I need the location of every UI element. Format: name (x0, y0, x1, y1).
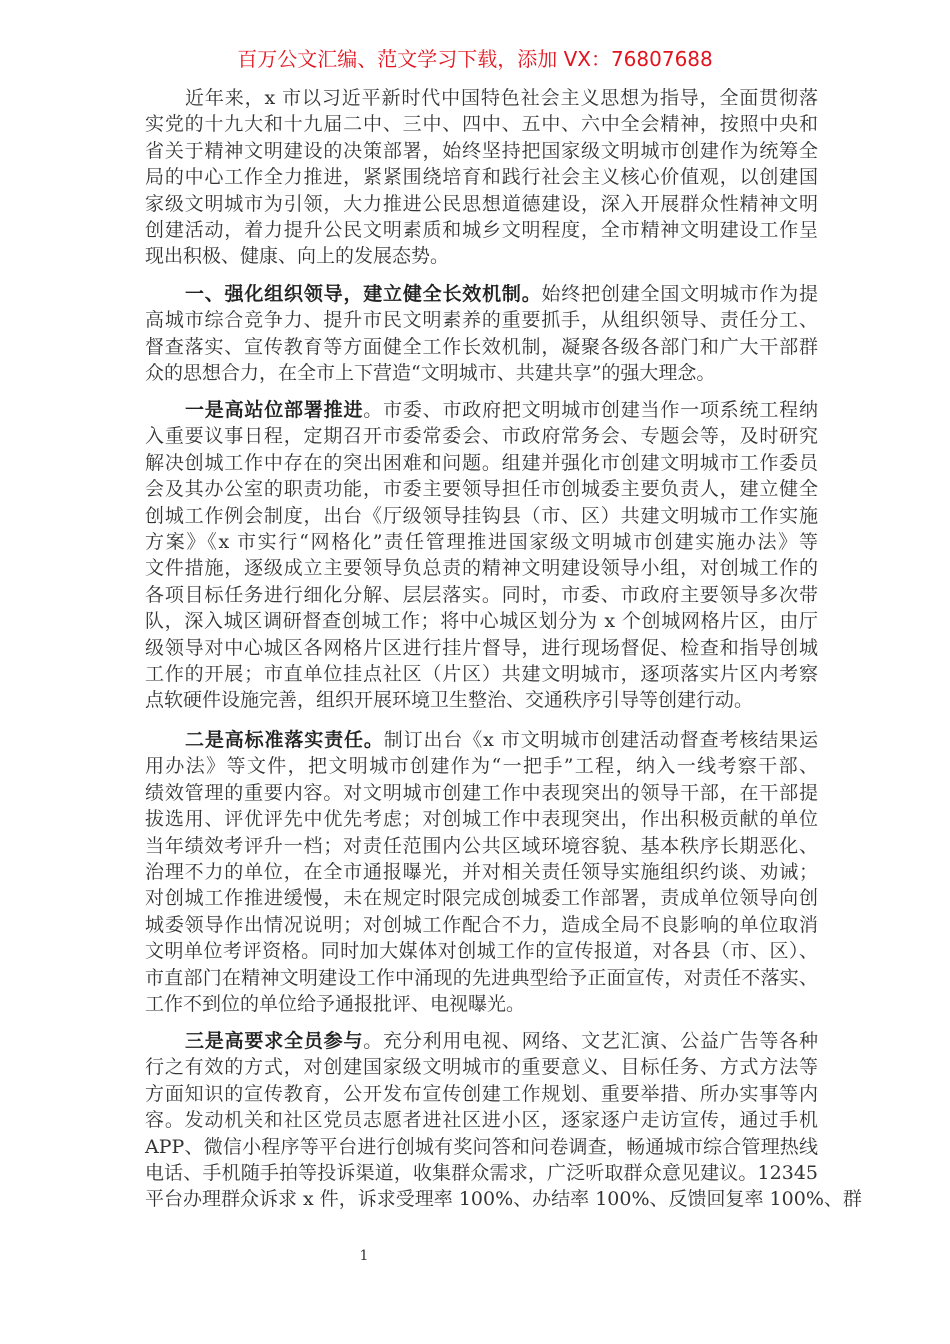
line-text: 始终把创建全国文明城市作为提 (541, 283, 818, 305)
text-line (145, 217, 818, 243)
line-text: 级领导对中心城区各网格片区进行挂片督导，进行现场督促、检查和指导创城 (145, 636, 818, 659)
line-text: 治理不力的单位，在全市通报曝光，并对相关责任领导实施组织约谈、劝诫； (145, 860, 818, 883)
text-line (145, 661, 818, 687)
line-text: APP、微信小程序等平台进行创城有奖问答和问卷调查，畅通城市综合管理热线 (145, 1135, 818, 1158)
text-line (145, 753, 818, 779)
line-text: 电话、手机随手拍等投诉渠道，收集群众需求，广泛听取群众意见建议。12345 (145, 1161, 818, 1184)
text-line (145, 1054, 818, 1080)
line-text: 督查落实、宣传教育等方面健全工作长效机制，凝聚各级各部门和广大干部群 (145, 335, 818, 358)
text-line (145, 687, 818, 713)
text-line (145, 555, 818, 581)
text-line (145, 1134, 818, 1160)
text-line (145, 334, 818, 360)
text-line (145, 529, 818, 555)
paragraph (145, 85, 818, 270)
paragraph-heading: 一是高站位部署推进 (185, 399, 364, 421)
text-line (145, 885, 818, 911)
text-line (145, 1107, 818, 1133)
paragraph-heading: 三是高要求全员参与 (185, 1030, 364, 1052)
line-text: 文件措施，逐级成立主要领导负总责的精神文明建设领导小组，对创城工作的 (145, 557, 818, 580)
line-text: 拔选用、评优评先中优先考虑；对创城工作中表现突出，作出积极贡献的单位 (145, 808, 818, 831)
line-text: 工作的开展；市直单位挂点社区（片区）共建文明城市，逐项落实片区内考察 (145, 662, 818, 685)
line-text: 制订出台《x 市文明城市创建活动督查考核结果运 (383, 729, 818, 751)
text-line (145, 965, 818, 991)
page-number: 1 (359, 1248, 369, 1264)
line-text: 当年绩效考评升一档；对责任范围内公共区域环境容貌、基本秩序长期恶化、 (145, 834, 818, 857)
text-line (145, 635, 818, 661)
line-text: 点软硬件设施完善，组织开展环境卫生整治、交通秩序引导等创建行动。 (145, 689, 754, 712)
line-text: 省关于精神文明建设的决策部署，始终坚持把国家级文明城市创建作为统筹全 (145, 139, 818, 162)
line-text: 方案》《x 市实行“网格化”责任管理推进国家级文明城市创建实施办法》等 (145, 530, 818, 553)
line-text: 高城市综合竞争力、提升市民文明素养的重要抓手，从组织领导、责任分工、 (145, 309, 818, 332)
text-line (145, 582, 818, 608)
text-line (145, 397, 818, 423)
text-line (145, 111, 818, 137)
text-line (145, 1186, 862, 1212)
text-line (145, 1160, 818, 1186)
line-text: 创建活动，着力提升公民文明素质和城乡文明程度，全市精神文明建设工作呈 (145, 218, 818, 241)
text-line (145, 503, 818, 529)
line-text: 工作不到位的单位给予通报批评、电视曝光。 (145, 992, 526, 1015)
line-text: 容。发动机关和社区党员志愿者进社区进小区，逐家逐户走访宣传，通过手机 (145, 1109, 818, 1132)
line-text: 城委领导作出情况说明；对创城工作配合不力，造成全局不良影响的单位取消 (145, 913, 818, 936)
text-line (145, 1028, 818, 1054)
text-line (145, 859, 818, 885)
text-line (145, 806, 818, 832)
paragraph (145, 727, 818, 1017)
line-text: 创城工作例会制度，出台《厅级领导挂钩县（市、区）共建文明城市工作实施 (145, 504, 818, 527)
paragraph (145, 1028, 862, 1213)
line-text: 行之有效的方式，对创建国家级文明城市的重要意义、目标任务、方式方法等 (145, 1056, 818, 1079)
text-line (145, 780, 818, 806)
watermark-header: 百万公文汇编、范文学习下载，添加 VX：76807688 (237, 47, 713, 71)
line-text: 绩效管理的重要内容。对文明城市创建工作中表现突出的领导干部，在干部提 (145, 781, 818, 804)
line-text: 平台办理群众诉求 x 件，诉求受理率 100%、办结率 100%、反馈回复率 100%、群 (145, 1188, 862, 1211)
text-line (145, 281, 818, 307)
text-line (145, 912, 818, 938)
text-line (145, 164, 818, 190)
line-text: 。市委、市政府把文明城市创建当作一项系统工程纳 (363, 399, 818, 421)
text-line (145, 191, 818, 217)
line-text: 近年来，x 市以习近平新时代中国特色社会主义思想为指导，全面贯彻落 (185, 87, 818, 109)
text-line (145, 85, 818, 111)
text-line (145, 423, 818, 449)
line-text: 各项目标任务进行细化分解、层层落实。同时，市委、市政府主要领导多次带 (145, 583, 818, 606)
paragraph (145, 281, 818, 387)
paragraph (145, 397, 818, 714)
text-line (145, 360, 818, 386)
line-text: 家级文明城市为引领，大力推进公民思想道德建设，深入开展群众性精神文明 (145, 192, 818, 215)
paragraph-heading: 二是高标准落实责任。 (185, 729, 384, 751)
text-line (145, 608, 818, 634)
paragraph-heading: 一、强化组织领导，建立健全长效机制。 (185, 283, 542, 305)
text-line (145, 833, 818, 859)
line-text: 文明单位考评资格。同时加大媒体对创城工作的宣传报道，对各县（市、区）、 (145, 940, 818, 963)
text-line (145, 450, 818, 476)
line-text: 市直部门在精神文明建设工作中涌现的先进典型给予正面宣传，对责任不落实、 (145, 966, 818, 989)
line-text: 方面知识的宣传教育，公开发布宣传创建工作规划、重要举措、所办实事等内 (145, 1082, 818, 1105)
line-text: 入重要议事日程，定期召开市委常委会、市政府常务会、专题会等，及时研究 (145, 425, 818, 448)
line-text: 局的中心工作全力推进，紧紧围绕培育和践行社会主义核心价值观，以创建国 (145, 166, 818, 189)
text-line (145, 938, 818, 964)
line-text: 会及其办公室的职责功能，市委主要领导担任市创城委主要负责人，建立健全 (145, 478, 818, 501)
text-line (145, 727, 818, 753)
line-text: 用办法》等文件，把文明城市创建作为“一把手”工程，纳入一线考察干部、 (145, 755, 818, 778)
line-text: 解决创城工作中存在的突出困难和问题。组建并强化市创建文明城市工作委员 (145, 451, 818, 474)
text-line (145, 991, 818, 1017)
line-text: 众的思想合力，在全市上下营造“文明城市、共建共享”的强大理念。 (145, 362, 716, 385)
text-line (145, 243, 818, 269)
line-text: 。充分利用电视、网络、文艺汇演、公益广告等各种 (363, 1030, 818, 1052)
text-line (145, 138, 818, 164)
text-line (145, 1081, 818, 1107)
line-text: 队，深入城区调研督查创城工作；将中心城区划分为 x 个创城网格片区，由厅 (145, 610, 818, 633)
text-line (145, 307, 818, 333)
text-line (145, 476, 818, 502)
line-text: 现出积极、健康、向上的发展态势。 (145, 245, 450, 268)
line-text: 对创城工作推进缓慢，未在规定时限完成创城委工作部署，责成单位领导向创 (145, 887, 818, 910)
line-text: 实党的十九大和十九届二中、三中、四中、五中、六中全会精神，按照中央和 (145, 113, 818, 136)
